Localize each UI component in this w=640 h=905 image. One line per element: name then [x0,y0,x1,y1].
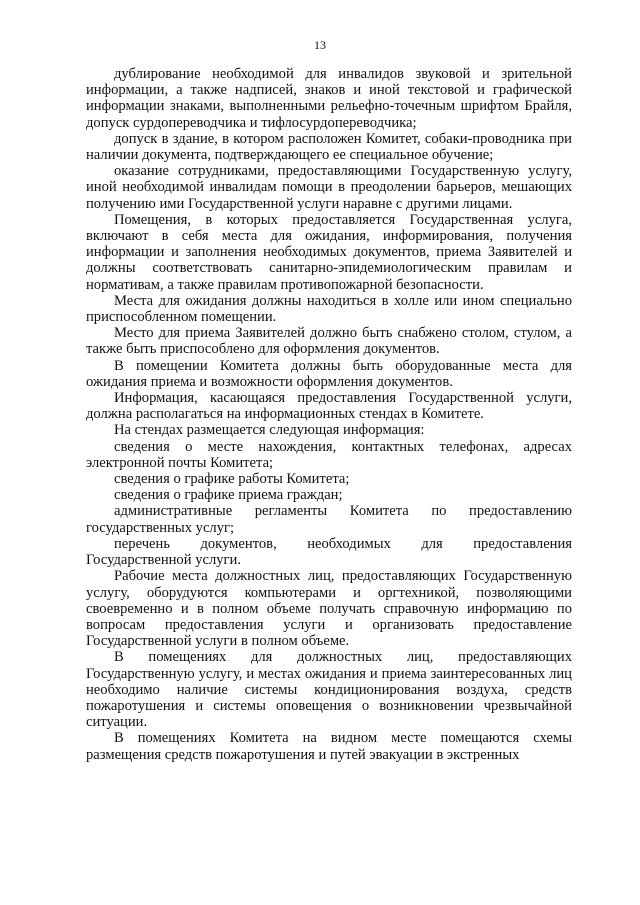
paragraph-6: Место для приема Заявителей должно быть снабжено столом, стулом, а также быть приспособлено для оформления документов. [86,325,572,358]
paragraph-9: На стендах размещается следующая информация: [114,422,425,439]
paragraph-4: Помещения, в которых предоставляется Государственная услуга, включают в себя места для ожидания, информирования, получения информации и заполнения необходимых документов, приема Заявителей и должны соответствовать санитарно-эпидемиологическим правилам и нормативам, а также правилам противопожарной безопасности. [86,211,572,293]
paragraph-17: В помещениях Комитета на видном месте помещаются схемы размещения средств пожаротушения и путей эвакуации в экстренных [86,730,572,763]
paragraph-15: Рабочие места должностных лиц, предоставляющих Государственную услугу, оборудуются компьютерами и оргтехникой, позволяющими своевременно и в полном объеме получать справочную информацию по вопросам предоставления услуги и организовать предоставление Государственной услуги в полном объеме. [86,568,572,650]
paragraph-2: допуск в здание, в котором расположен Комитет, собаки-проводника при наличии документа, подтверждающего ее специальное обучение; [86,130,572,164]
paragraph-13: административные регламенты Комитета по предоставлению государственных услуг; [86,503,572,536]
paragraph-12: сведения о графике приема граждан; [114,487,343,504]
paragraph-7: В помещении Комитета должны быть оборудованные места для ожидания приема и возможности оформления документов. [86,357,572,390]
paragraph-3: оказание сотрудниками, предоставляющими Государственную услугу, иной необходимой инвалидам помощи в преодолении барьеров, мешающих получению ими Государственной услуги наравне с другими лицами. [86,163,572,212]
paragraph-8: Информация, касающаяся предоставления Государственной услуги, должна располагаться на информационных стендах в Комитете. [86,390,572,423]
paragraph-10: сведения о месте нахождения, контактных телефонах, адресах электронной почты Комитета; [86,438,572,471]
paragraph-5: Места для ожидания должны находиться в холле или ином специально приспособленном помещении. [86,292,572,326]
paragraph-1: дублирование необходимой для инвалидов звуковой и зрительной информации, а также надписей, знаков и иной текстовой и графической информации знаками, выполненными рельефно-точечным шрифтом Брайля, допуск сурдопереводчика и тифлосурдопереводчика; [86,66,572,131]
document-body [86,66,572,763]
paragraph-14: перечень документов, необходимых для предоставления Государственной услуги. [86,535,572,569]
page-number: 13 [314,38,326,52]
paragraph-16: В помещениях для должностных лиц, предоставляющих Государственную услугу, и местах ожидания и приема заинтересованных лиц необходимо наличие системы кондиционирования воздуха, средств пожаротушения и системы оповещения о возникновении чрезвычайной ситуации. [86,649,572,731]
paragraph-11: сведения о графике работы Комитета; [114,471,350,488]
